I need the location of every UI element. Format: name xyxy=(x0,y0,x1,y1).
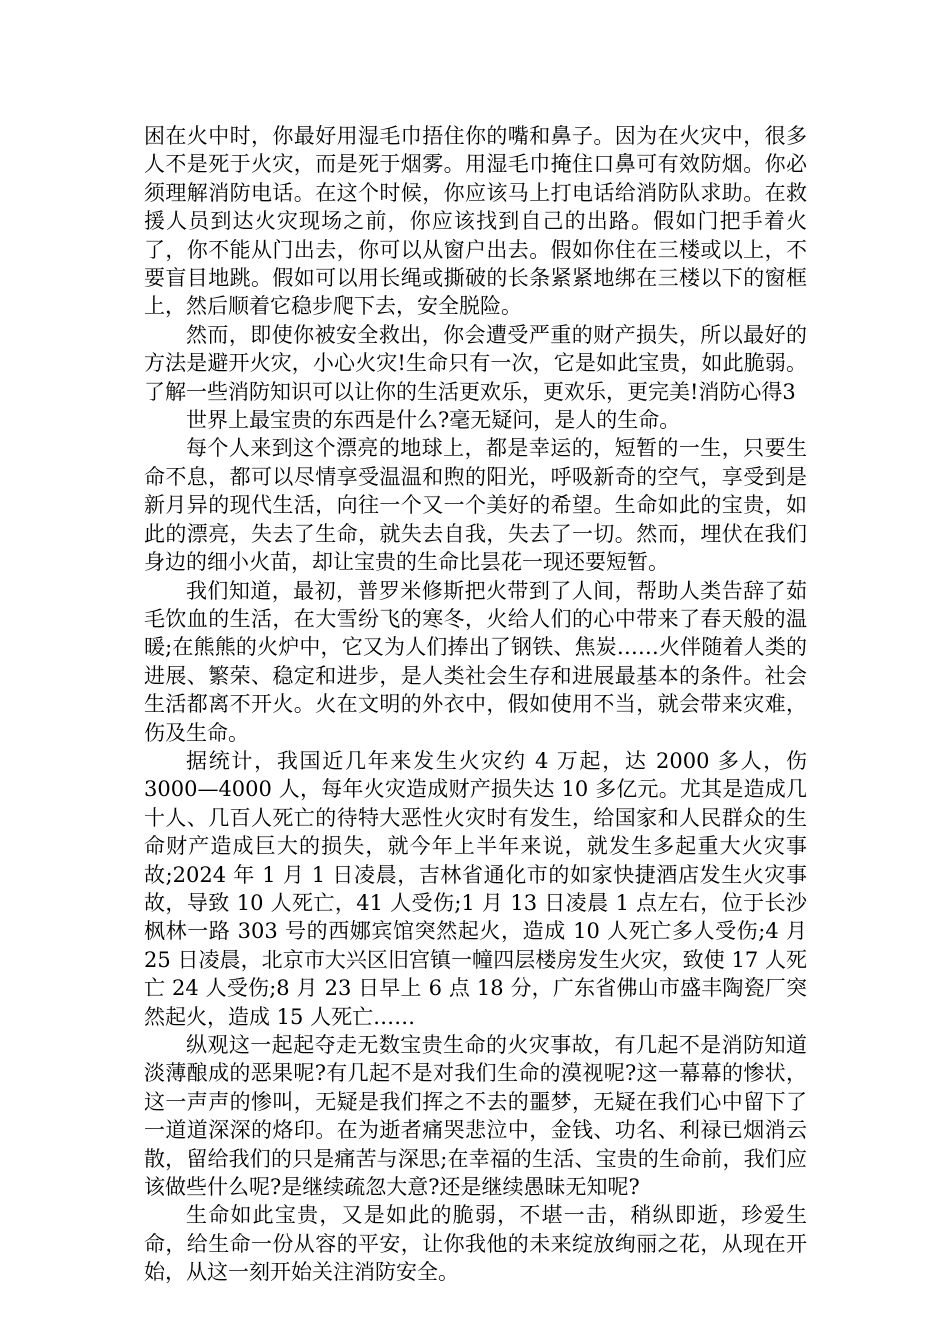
paragraph: 我们知道，最初，普罗米修斯把火带到了人间，帮助人类告辞了茹毛饮血的生活，在大雪纷飞的寒冬，火给人们的心中带来了春天般的温暖;在熊熊的火炉中，它又为人们捧出了钢铁、焦炭……火伴随着人类的进展、繁荣、稳定和进步，是人类社会生存和进展最基本的条件。社会生活都离不开火。火在文明的外衣中，假如使用不当，就会带来灾难，伤及生命。 xyxy=(144,578,807,745)
paragraph: 据统计，我国近几年来发生火灾约 4 万起，达 2000 多人，伤 3000—4000 人，每年火灾造成财产损失达 10 多亿元。尤其是造成几十人、几百人死亡的待特大恶性火灾时有发生，给国家和人民群众的生命财产造成巨大的损失，就今年上半年来说，就发生多起重大火灾事故;2024 年 1 月 1 日凌晨，吉林省通化市的如家快捷酒店发生火灾事故，导致 10 人死亡，41 人受伤;1 月 13 日凌晨 1 点左右，位于长沙枫林一路 303 号的西娜宾馆突然起火，造成 10 人死亡多人受伤;4 月 25 日凌晨，北京市大兴区旧宫镇一幢四层楼房发生火灾，致使 17 人死亡 24 人受伤;8 月 23 日早上 6 点 18 分，广东省佛山市盛丰陶瓷厂突然起火，造成 15 人死亡…… xyxy=(144,748,807,1029)
paragraph: 困在火中时，你最好用湿毛巾捂住你的嘴和鼻子。因为在火灾中，很多人不是死于火灾，而是死于烟雾。用湿毛巾掩住口鼻可有效防烟。你必须理解消防电话。在这个时候，你应该马上打电话给消防队求助。在救援人员到达火灾现场之前，你应该找到自己的出路。假如门把手着火了，你不能从门出去，你可以从窗户出去。假如你住在三楼或以上，不要盲目地跳。假如可以用长绳或撕破的长条紧紧地绑在三楼以下的窗框上，然后顺着它稳步爬下去，安全脱险。 xyxy=(144,124,807,319)
paragraph: 世界上最宝贵的东西是什么?毫无疑问，是人的生命。 xyxy=(186,408,681,433)
paragraph: 每个人来到这个漂亮的地球上，都是幸运的，短暂的一生，只要生命不息，都可以尽情享受温温和煦的阳光，呼吸新奇的空气，享受到是新月异的现代生活，向往一个又一个美好的希望。生命如此的宝贵，如此的漂亮，失去了生命，就失去自我，失去了一切。然而，埋伏在我们身边的细小火苗，却让宝贵的生命比昙花一现还要短暂。 xyxy=(144,436,807,575)
paragraph: 纵观这一起起夺走无数宝贵生命的火灾事故，有几起不是消防知道淡薄酿成的恶果呢?有几起不是对我们生命的漠视呢?这一幕幕的惨状，这一声声的惨叫，无疑是我们挥之不去的噩梦，无疑在我们心中留下了一道道深深的烙印。在为逝者痛哭悲泣中，金钱、功名、利禄已烟消云散，留给我们的只是痛苦与深思;在幸福的生活、宝贵的生命前，我们应该做些什么呢?是继续疏忽大意?还是继续愚昧无知呢? xyxy=(144,1033,807,1200)
paragraph: 生命如此宝贵，又是如此的脆弱，不堪一击，稍纵即逝，珍爱生命，给生命一份从容的平安，让你我他的未来绽放绚丽之花，从现在开始，从这一刻开始关注消防安全。 xyxy=(144,1203,807,1285)
paragraph: 然而，即使你被安全救出，你会遭受严重的财产损失，所以最好的方法是避开火灾，小心火灾!生命只有一次，它是如此宝贵，如此脆弱。了解一些消防知识可以让你的生活更欢乐，更欢乐，更完美!消防心得3 xyxy=(144,322,807,404)
document-body xyxy=(144,122,807,1287)
